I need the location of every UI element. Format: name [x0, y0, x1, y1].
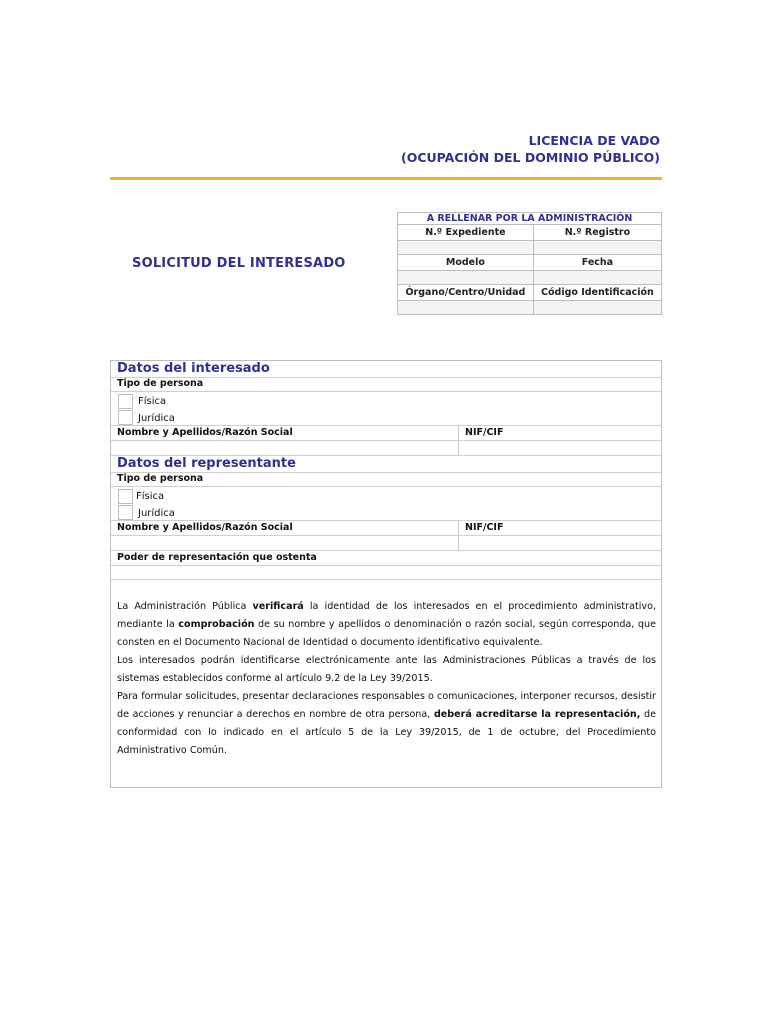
interesado-juridica-label: Jurídica: [138, 413, 175, 424]
interesado-nombre-label: Nombre y Apellidos/Razón Social: [117, 427, 293, 438]
representante-nombre-label: Nombre y Apellidos/Razón Social: [117, 522, 293, 533]
interesado-fisica-checkbox[interactable]: [118, 394, 133, 409]
divider: [111, 391, 661, 392]
representante-nif-input[interactable]: [459, 536, 661, 550]
header-divider: [110, 177, 662, 180]
interesado-fisica-label: Física: [138, 396, 167, 407]
divider: [111, 579, 661, 580]
interesado-nif-input[interactable]: [459, 441, 661, 455]
admin-box: [397, 212, 662, 315]
poder-representacion-label: Poder de representación que ostenta: [117, 552, 317, 563]
divider: [111, 425, 661, 426]
fecha-field[interactable]: [533, 271, 661, 285]
legal-text: Para formular solicitudes, presentar declaraciones responsables o comunicaciones, interponer recursos, desistir de acciones y renunciar a derechos en nombre de otra persona,: [117, 691, 656, 720]
legal-paragraph-1: [117, 598, 656, 652]
interesado-juridica-checkbox[interactable]: [118, 410, 133, 425]
representante-tipo-persona-label: Tipo de persona: [117, 473, 204, 484]
organo-label: Órgano/Centro/Unidad: [398, 285, 534, 301]
codigo-label: Código Identificación: [533, 285, 661, 301]
legal-text: de su nombre y apellidos o denominación o razón social, según corresponda, que consten en el Documento Nacional de Identidad o documento identificativo equivalente.: [117, 619, 656, 648]
solicitud-heading: SOLICITUD DEL INTERESADO: [132, 256, 346, 271]
document-title: [360, 132, 660, 166]
representante-nif-label: NIF/CIF: [465, 522, 504, 533]
legal-paragraph-2: Los interesados podrán identificarse electrónicamente ante las Administraciones Públicas a través de los sistemas establecidos conforme al artículo 9.2 de la Ley 39/2015.: [117, 655, 656, 684]
legal-notice: [117, 598, 656, 760]
representante-fisica-checkbox[interactable]: [118, 489, 133, 504]
legal-text: La Administración Pública: [117, 601, 253, 612]
divider: [111, 520, 661, 521]
representante-fisica-label: Física: [136, 491, 165, 502]
interesado-section-title: Datos del interesado: [117, 361, 270, 376]
poder-representacion-input[interactable]: [111, 566, 661, 579]
legal-emphasis: deberá acreditarse la representación,: [433, 709, 641, 720]
registro-field[interactable]: [533, 241, 661, 255]
expediente-field[interactable]: [398, 241, 534, 255]
divider: [111, 486, 661, 487]
interesado-nombre-input[interactable]: [111, 441, 457, 455]
legal-text: la identidad de los interesados en el procedimiento administrativo, mediante la: [117, 601, 656, 630]
modelo-label: Modelo: [398, 255, 534, 271]
interesado-nif-label: NIF/CIF: [465, 427, 504, 438]
interesado-tipo-persona-label: Tipo de persona: [117, 378, 204, 389]
legal-emphasis: comprobación: [178, 619, 255, 630]
modelo-field[interactable]: [398, 271, 534, 285]
codigo-field[interactable]: [533, 301, 661, 315]
title-line-1: LICENCIA DE VADO: [528, 133, 660, 148]
expediente-label: N.º Expediente: [398, 225, 534, 241]
legal-paragraph-3: [117, 688, 656, 760]
representante-nombre-input[interactable]: [111, 536, 457, 550]
organo-field[interactable]: [398, 301, 534, 315]
legal-text: de conformidad con lo indicado en el artículo 5 de la Ley 39/2015, de 1 de octubre, del Procedimiento Administrativo Común.: [117, 709, 657, 756]
admin-box-heading: A RELLENAR POR LA ADMINISTRACIÓN: [398, 213, 662, 225]
representante-juridica-label: Jurídica: [138, 508, 175, 519]
title-line-2: (OCUPACIÓN DEL DOMINIO PÚBLICO): [401, 150, 660, 165]
divider: [111, 550, 661, 551]
legal-emphasis: verificará: [252, 601, 304, 612]
representante-juridica-checkbox[interactable]: [118, 505, 133, 520]
registro-label: N.º Registro: [533, 225, 661, 241]
representante-section-title: Datos del representante: [117, 456, 296, 471]
fecha-label: Fecha: [533, 255, 661, 271]
